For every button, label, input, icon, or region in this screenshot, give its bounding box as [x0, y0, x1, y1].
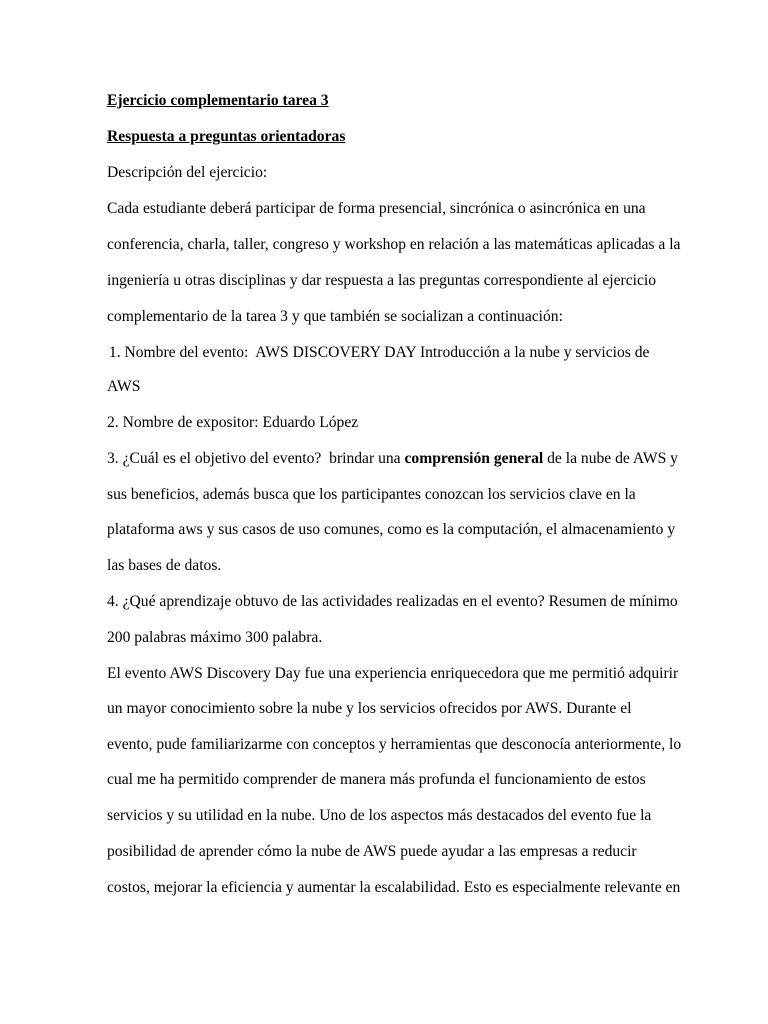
question-3-bold-text: comprensión general	[404, 450, 544, 467]
question-1-line: 1. Nombre del evento: AWS DISCOVERY DAY Introducción a la nube y servicios de	[105, 344, 650, 361]
answer-line: servicios y su utilidad en la nube. Uno de los aspectos más destacados del evento fue la	[107, 807, 652, 824]
intro-line: Cada estudiante deberá participar de forma presencial, sincrónica o asincrónica en una	[107, 200, 646, 217]
question-2: 2. Nombre de expositor: Eduardo López	[107, 414, 359, 431]
question-1-line: AWS	[107, 378, 141, 395]
question-3-line: plataforma aws y sus casos de uso comunes, como es la computación, el almacenamiento y	[107, 521, 676, 538]
question-3-text-end: de la nube de AWS y	[543, 450, 678, 467]
question-3-line: las bases de datos.	[107, 557, 222, 574]
answer-line: un mayor conocimiento sobre la nube y los servicios ofrecidos por AWS. Durante el	[107, 700, 632, 717]
description-label: Descripción del ejercicio:	[107, 164, 268, 181]
intro-line: conferencia, charla, taller, congreso y workshop en relación a las matemáticas aplicadas a la	[107, 236, 681, 253]
question-3-text: 3. ¿Cuál es el objetivo del evento? brindar una	[107, 450, 405, 467]
answer-line: evento, pude familiarizarme con conceptos y herramientas que desconocía anteriormente, lo	[107, 736, 682, 753]
answer-line: costos, mejorar la eficiencia y aumentar la escalabilidad. Esto es especialmente relevante en	[107, 879, 681, 896]
answer-line: El evento AWS Discovery Day fue una experiencia enriquecedora que me permitió adquirir	[107, 665, 679, 682]
question-4-line: 200 palabras máximo 300 palabra.	[107, 629, 323, 646]
answer-line: cual me ha permitido comprender de manera más profunda el funcionamiento de estos	[107, 771, 646, 788]
document-subtitle: Respuesta a preguntas orientadoras	[107, 128, 346, 145]
intro-line: complementario de la tarea 3 y que también se socializan a continuación:	[107, 308, 563, 325]
answer-line: posibilidad de aprender cómo la nube de AWS puede ayudar a las empresas a reducir	[107, 843, 637, 860]
intro-line: ingeniería u otras disciplinas y dar respuesta a las preguntas correspondiente al ejercicio	[107, 272, 657, 289]
document-title: Ejercicio complementario tarea 3	[107, 92, 329, 109]
question-3-line: sus beneficios, además busca que los participantes conozcan los servicios clave en la	[107, 486, 636, 503]
question-3-line	[107, 449, 678, 469]
question-4-line: 4. ¿Qué aprendizaje obtuvo de las actividades realizadas en el evento? Resumen de mínimo	[107, 593, 678, 610]
